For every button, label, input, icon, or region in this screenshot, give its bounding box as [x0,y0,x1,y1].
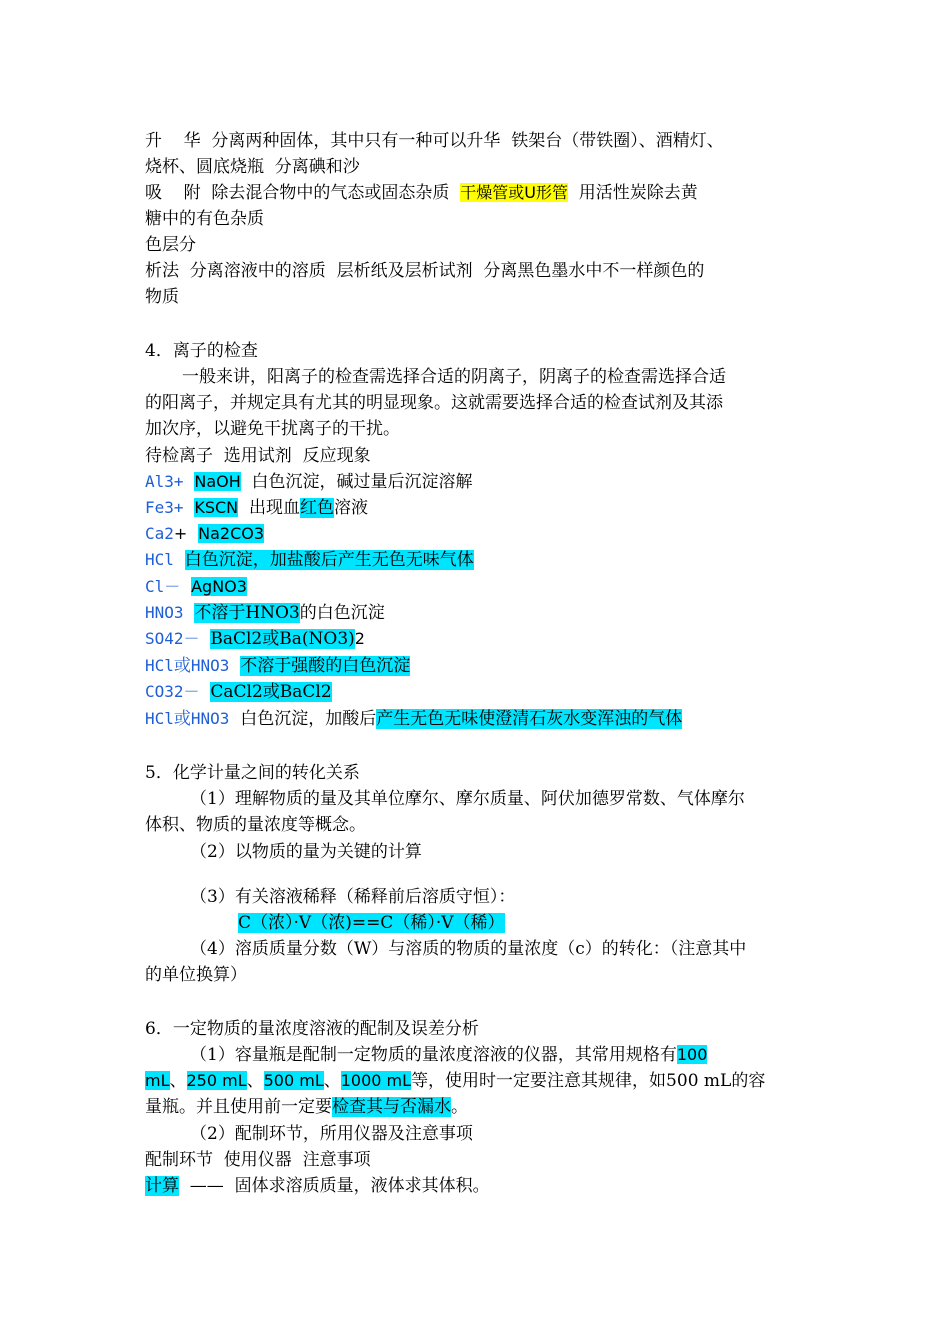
section-5-item-4-line-1: （4）溶质质量分数（W）与溶质的物质的量浓度（c）的转化：（注意其中 [190,939,747,959]
dilution-formula: C（浓）·V（浓)==C（稀）·V（稀） [238,913,505,933]
prep-table-header: 配制环节 使用仪器 注意事项 [145,1150,371,1170]
highlight-drying-tube: 干燥管或U形管 [460,183,568,202]
ion-table-header: 待检离子 选用试剂 反应现象 [145,446,371,466]
chromatography-line-3: 物质 [145,287,179,307]
section-4-title: 4．离子的检查 [145,341,258,361]
sublimation-line-1: 升 华 分离两种固体，其中只有一种可以升华 铁架台（带铁圈）、酒精灯、 [145,131,724,151]
chromatography-line-1: 色层分 [145,235,196,255]
ion-row-hno3: HNO3 不溶于HNO3的白色沉淀 [145,603,385,623]
ion-row-cl: Cl－ AgNO3 [145,577,247,596]
ion-row-hcl-hno3-co3: HCl或HNO3 白色沉淀，加酸后产生无色无味使澄清石灰水变浑浊的气体 [145,709,683,729]
adsorption-line-1: 吸 附 除去混合物中的气态或固态杂质 干燥管或U形管 用活性炭除去黄 [145,183,698,203]
ion-row-al: Al3+ NaOH 白色沉淀，碱过量后沉淀溶解 [145,472,473,492]
section-5-title: 5．化学计量之间的转化关系 [145,763,360,783]
sublimation-line-2: 烧杯、圆底烧瓶 分离碘和沙 [145,157,360,177]
section-6-item-2: （2）配制环节，所用仪器及注意事项 [190,1124,473,1144]
section-4-para-line-3: 加次序，以避免干扰离子的干扰。 [145,419,400,439]
section-5-item-1-line-2: 体积、物质的量浓度等概念。 [145,815,366,835]
adsorption-line-2: 糖中的有色杂质 [145,209,264,229]
section-5-item-2: （2）以物质的量为关键的计算 [190,842,422,862]
section-5-item-1-line-1: （1）理解物质的量及其单位摩尔、摩尔质量、阿伏加德罗常数、气体摩尔 [190,789,745,809]
ion-row-ca: Ca2+ Na2CO3 [145,524,265,543]
section-5-item-4-line-2: 的单位换算） [145,965,247,985]
section-6-item-1-line-1: （1）容量瓶是配制一定物质的量浓度溶液的仪器，其常用规格有100 [190,1045,708,1065]
ion-row-co3: CO32－ CaCl2或BaCl2 [145,682,332,702]
ion-row-hcl-hno3: HCl或HNO3 不溶于强酸的白色沉淀 [145,656,411,676]
section-4-para-line-1: 一般来讲，阳离子的检查需选择合适的阴离子，阴离子的检查需选择合适 [182,367,726,387]
prep-row-calculate: 计算 —— 固体求溶质质量，液体求其体积。 [145,1176,490,1196]
section-5-item-3: （3）有关溶液稀释（稀释前后溶质守恒）： [190,887,516,907]
section-6-item-1-line-2: mL、250 mL、500 mL、1000 mL等，使用时一定要注意其规律，如500 mL的容 [145,1071,766,1091]
ion-row-so4: SO42－ BaCl2或Ba(NO3)2 [145,629,365,649]
section-4-para-line-2: 的阳离子，并规定具有尤其的明显现象。这就需要选择合适的检查试剂及其添 [145,393,723,413]
ion-row-fe: Fe3+ KSCN 出现血红色溶液 [145,498,368,518]
section-6-item-1-line-3: 量瓶。并且使用前一定要检查其与否漏水。 [145,1097,468,1117]
ion-row-hcl: HCl 白色沉淀，加盐酸后产生无色无味气体 [145,550,474,570]
section-6-title: 6．一定物质的量浓度溶液的配制及误差分析 [145,1019,479,1039]
chromatography-line-2: 析法 分离溶液中的溶质 层析纸及层析试剂 分离黑色墨水中不一样颜色的 [145,261,705,281]
